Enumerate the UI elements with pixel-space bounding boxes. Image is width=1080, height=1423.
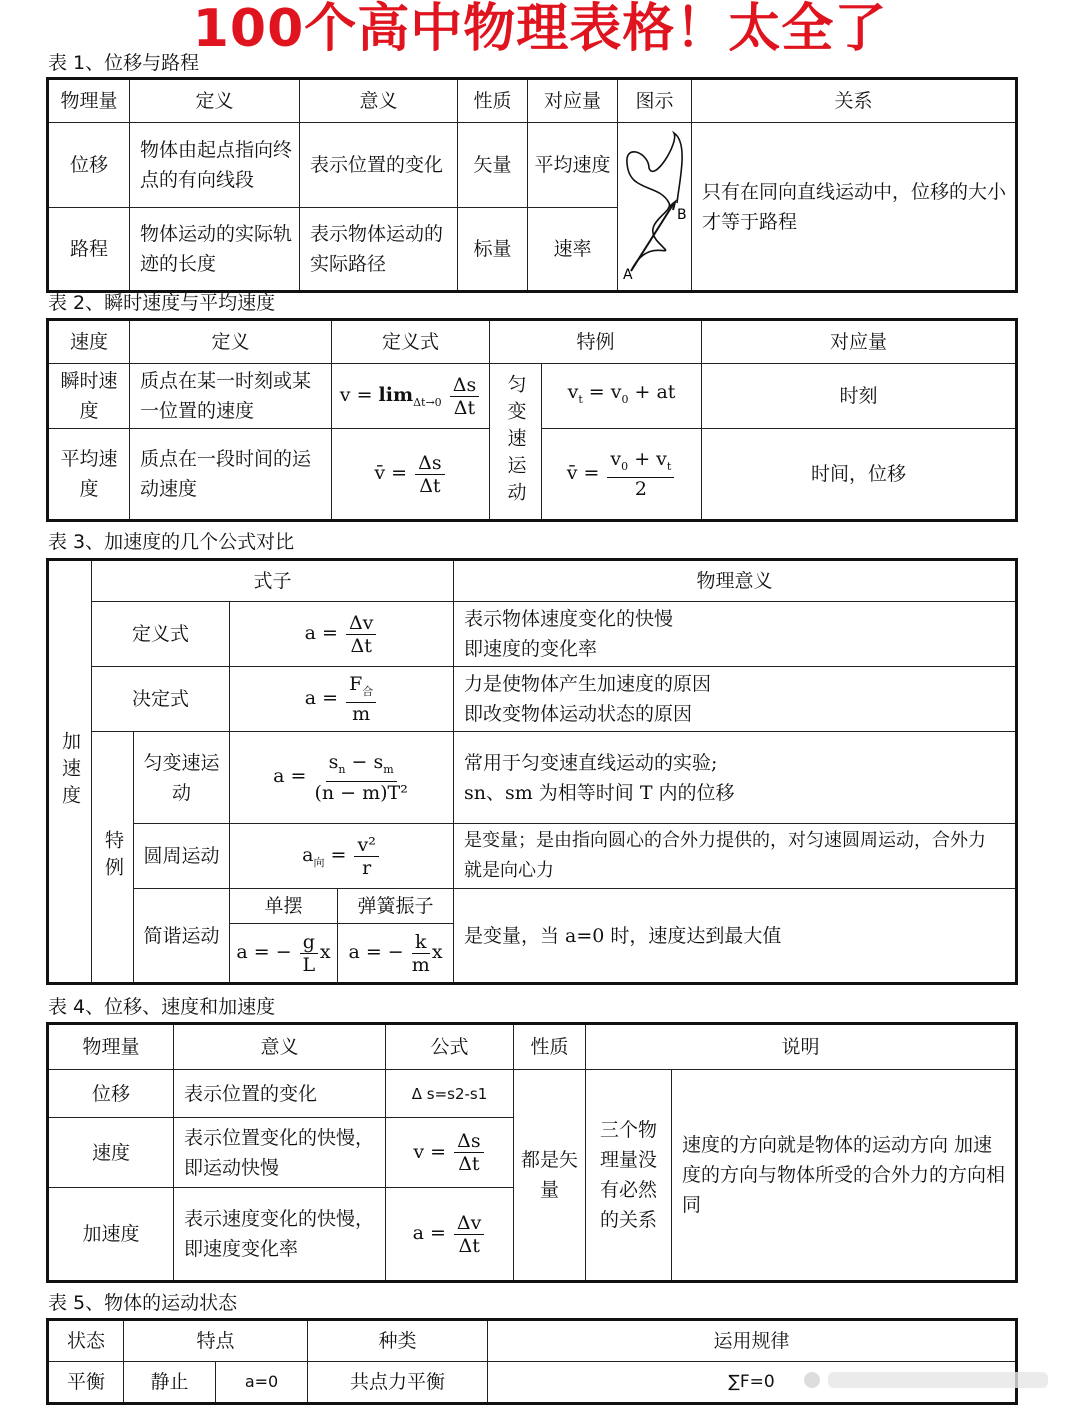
t1-cell: 物体运动的实际轨迹的长度 [130,207,300,292]
t5-cell: a=0 [216,1362,308,1404]
t4-cell: 表示速度变化的快慢，即速度变化率 [174,1188,386,1282]
t2-cell: 质点在某一时刻或某一位置的速度 [130,364,332,429]
t2-formula: v̄ = $\frac{v_0 + v_t}{2}$ [542,429,702,521]
t3-formula: a = $\frac{s_n - s_m}{\text{(n − m)T²}}$ [230,732,454,824]
t2-formula: v̄ = $\frac{\Delta s}{\Delta t}$ [332,429,490,521]
table1-caption: 表 1、位移与路程 [48,52,200,74]
t2-cell: 时刻 [702,364,1017,429]
table3-caption: 表 3、加速度的几个公式对比 [48,531,295,553]
watermark [800,1360,1060,1400]
t5-header: 状态 [48,1320,124,1362]
t1-cell: 表示位置的变化 [300,123,458,208]
t3-formula: a = $\frac{F_合}{m}$ [230,667,454,732]
t4-formula: Δ s=s2-s1 [386,1070,514,1118]
t3-subheader: 弹簧振子 [338,889,454,924]
t4-nature: 都是矢量 [514,1070,586,1282]
t4-cell: 表示位置变化的快慢，即运动快慢 [174,1118,386,1188]
t2-header: 对应量 [702,320,1017,364]
t2-header: 速度 [48,320,130,364]
t3-cell: 定义式 [92,602,230,667]
t4-note2: 速度的方向就是物体的运动方向 加速度的方向与物体所受的合外力的方向相同 [672,1070,1017,1282]
t1-cell: 物体由起点指向终点的有向线段 [130,123,300,208]
t1-cell: 平均速度 [528,123,618,208]
t4-cell: 速度 [48,1118,174,1188]
t3-meaning: 是变量，当 a=0 时，速度达到最大值 [454,889,1017,984]
t2-cell: 瞬时速度 [48,364,130,429]
t2-cell: 质点在一段时间的运动速度 [130,429,332,521]
t5-cell: 平衡 [48,1362,124,1404]
t1-cell: 矢量 [458,123,528,208]
t5-header: 运用规律 [488,1320,1017,1362]
t1-diagram-cell [618,123,692,292]
t1-cell: 表示物体运动的实际路径 [300,207,458,292]
t3-header: 式子 [92,560,454,602]
t1-header: 意义 [300,79,458,123]
t3-meaning: 是变量；是由指向圆心的合外力提供的，对匀速圆周运动，合外力 就是向心力 [454,824,1017,889]
t4-header: 说明 [586,1024,1017,1070]
t4-formula: v = $\frac{\Delta s}{\Delta t}$ [386,1118,514,1188]
t1-header: 对应量 [528,79,618,123]
table5-caption: 表 5、物体的运动状态 [48,1292,238,1314]
t5-cell: ∑F=0 [488,1362,1017,1404]
t2-special: 匀变速运动 [490,364,542,521]
t5-cell: 静止 [124,1362,216,1404]
t2-header: 定义式 [332,320,490,364]
t1-cell: 路程 [48,207,130,292]
t1-cell: 位移 [48,123,130,208]
t4-header: 意义 [174,1024,386,1070]
t3-side: 加速度 [48,560,92,984]
t2-formula: $v_t = v_0$ + at [542,364,702,429]
t5-header: 特点 [124,1320,308,1362]
t4-cell: 位移 [48,1070,174,1118]
t3-special: 特例 [92,732,134,984]
path-diagram [619,123,691,281]
t1-relation: 只有在同向直线运动中，位移的大小才等于路程 [692,123,1017,292]
t1-header: 物理量 [48,79,130,123]
page-title: 100个高中物理表格！太全了 [192,0,888,59]
t1-header: 关系 [692,79,1017,123]
t5-header: 种类 [308,1320,488,1362]
t2-formula: $v = \lim_{\Delta t\to 0}$ $\frac{\Delta s}{\Delta t}$ [332,364,490,429]
table3 [46,558,1018,985]
t3-meaning: 表示物体速度变化的快慢 即速度的变化率 [454,602,1017,667]
t1-header: 性质 [458,79,528,123]
t3-formula: $a_向$ = $\frac{\text{v²}}{r}$ [230,824,454,889]
t4-formula: a = $\frac{\Delta v}{\Delta t}$ [386,1188,514,1282]
t3-cell: 简谐运动 [134,889,230,984]
t2-header: 定义 [130,320,332,364]
t3-formula: a = − $\frac{g}{L}$ x [230,924,338,984]
t4-header: 性质 [514,1024,586,1070]
t1-cell: 速率 [528,207,618,292]
table2 [46,318,1018,522]
t1-header: 定义 [130,79,300,123]
t2-cell: 平均速度 [48,429,130,521]
t2-header: 特例 [490,320,702,364]
t3-header: 物理意义 [454,560,1017,602]
t1-header: 图示 [618,79,692,123]
t3-meaning: 常用于匀变速直线运动的实验; sn、sm 为相等时间 T 内的位移 [454,732,1017,824]
table2-caption: 表 2、瞬时速度与平均速度 [48,292,276,314]
t3-formula: a = $\frac{\Delta v}{\Delta t}$ [230,602,454,667]
t3-formula: a = − $\frac{k}{m}$ x [338,924,454,984]
t3-cell: 圆周运动 [134,824,230,889]
point-a-label: A [622,267,633,281]
table1 [46,77,1018,293]
t4-cell: 加速度 [48,1188,174,1282]
t5-cell: 共点力平衡 [308,1362,488,1404]
t1-cell: 标量 [458,207,528,292]
t3-cell: 匀变速运动 [134,732,230,824]
t3-cell: 决定式 [92,667,230,732]
t3-subheader: 单摆 [230,889,338,924]
t4-header: 公式 [386,1024,514,1070]
t4-header: 物理量 [48,1024,174,1070]
table4-caption: 表 4、位移、速度和加速度 [48,996,276,1018]
t4-note1: 三个物理量没有必然的关系 [586,1070,672,1282]
table4 [46,1022,1018,1283]
t3-meaning: 力是使物体产生加速度的原因 即改变物体运动状态的原因 [454,667,1017,732]
t4-cell: 表示位置的变化 [174,1070,386,1118]
point-b-label: B [676,207,687,223]
t2-cell: 时间，位移 [702,429,1017,521]
